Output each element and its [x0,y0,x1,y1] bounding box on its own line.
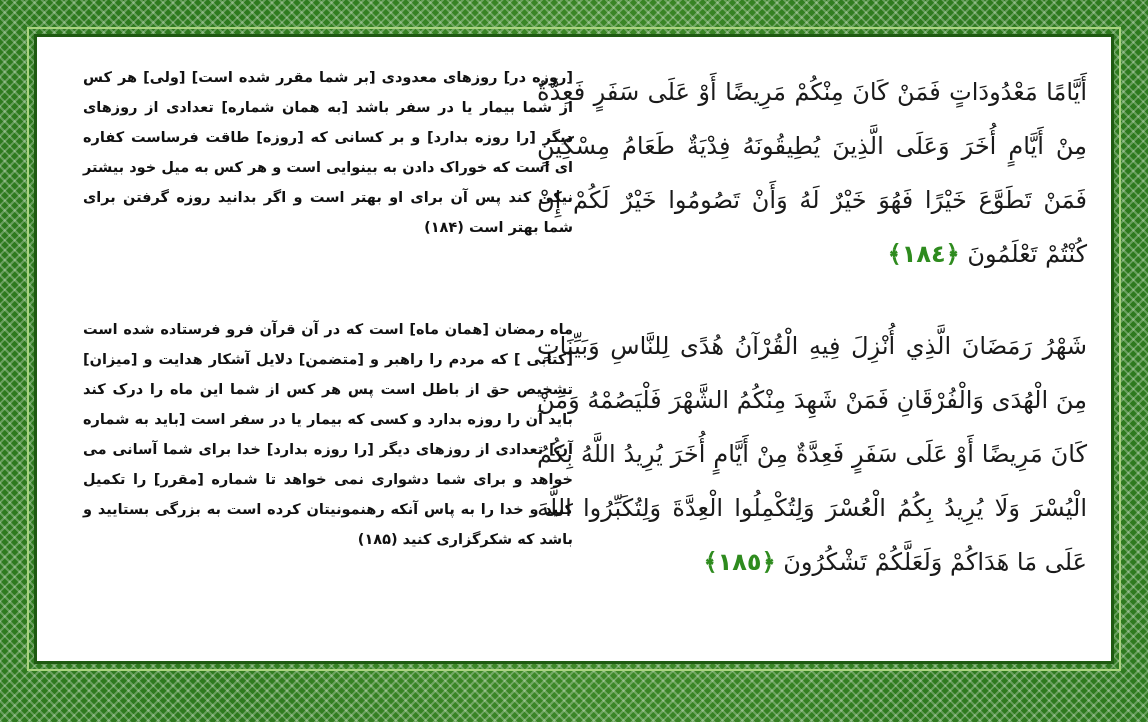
verse-184-arabic [537,65,1087,281]
verse-184-number: ﴿١٨٤﴾ [887,240,960,268]
verse-184-text: أَيَّامًا مَعْدُودَاتٍ فَمَنْ كَانَ مِنْكُمْ مَرِيضًا أَوْ عَلَى سَفَرٍ فَعِدَّةٌ مِنْ أَيَّامٍ أُخَرَ وَعَلَى الَّذِينَ يُطِيقُونَهُ فِدْيَةٌ طَعَامُ مِسْكِينٍ فَمَنْ تَطَوَّعَ خَيْرًا فَهُوَ خَيْرٌ لَهُ وَأَنْ تَصُومُوا خَيْرٌ لَكُمْ إِنْ كُنْتُمْ تَعْلَمُونَ [537,78,1087,268]
verse-185-translation: ماه رمضان [همان ماه] است كه در آن قرآن فرو فرستاده شده است [كتابى ] كه مردم را راهبر و [متضمن] دلايل آشكار هدايت و [ميزان] تشخيص حق از باطل است پس هر كس از شما اين ماه را درک كند بايد آن را روزه بدارد و كسى كه بيمار يا در سفر است [بايد به شماره آن] تعدادى از روزهاى ديگر [را روزه بدارد] خدا براى شما آسانى مى خواهد و براى شما دشوارى نمى خواهد تا شماره [مقرر] را تكميل كنيد و خدا را به پاس آنكه رهنمونيتان كرده است به بزرگى بستاييد و باشد كه شكرگزارى كنيد (۱۸۵) [83,322,573,548]
verse-185-arabic [537,319,1087,589]
verse-185-number: ﴿١٨٥﴾ [703,548,776,576]
verse-185-text: شَهْرُ رَمَضَانَ الَّذِي أُنْزِلَ فِيهِ الْقُرْآنُ هُدًى لِلنَّاسِ وَبَيِّنَاتٍ مِنَ الْهُدَى وَالْفُرْقَانِ فَمَنْ شَهِدَ مِنْكُمُ الشَّهْرَ فَلْيَصُمْهُ وَمَنْ كَانَ مَرِيضًا أَوْ عَلَى سَفَرٍ فَعِدَّةٌ مِنْ أَيَّامٍ أُخَرَ يُرِيدُ اللَّهُ بِكُمُ الْيُسْرَ وَلَا يُرِيدُ بِكُمُ الْعُسْرَ وَلِتُكْمِلُوا الْعِدَّةَ وَلِتُكَبِّرُوا اللَّهَ عَلَى مَا هَدَاكُمْ وَلَعَلَّكُمْ تَشْكُرُونَ [537,332,1087,576]
verse-184-translation: [روزه در] روزهاى معدودى [بر شما مقرر شده است] [ولى] هر كس از شما بيمار يا در سفر باشد [به همان شماره] تعدادى از روزهاى ديگر [را روزه بدارد] و بر كسانى كه [روزه] طاقت فرساست كفاره اى است كه خوراک دادن به بينوايى است و هر كس به ميل خود بيشتر نيكى كند پس آن براى او بهتر است و اگر بدانيد روزه گرفتن براى شما بهتر است (۱۸۴) [83,70,573,236]
page-panel [34,34,1114,664]
